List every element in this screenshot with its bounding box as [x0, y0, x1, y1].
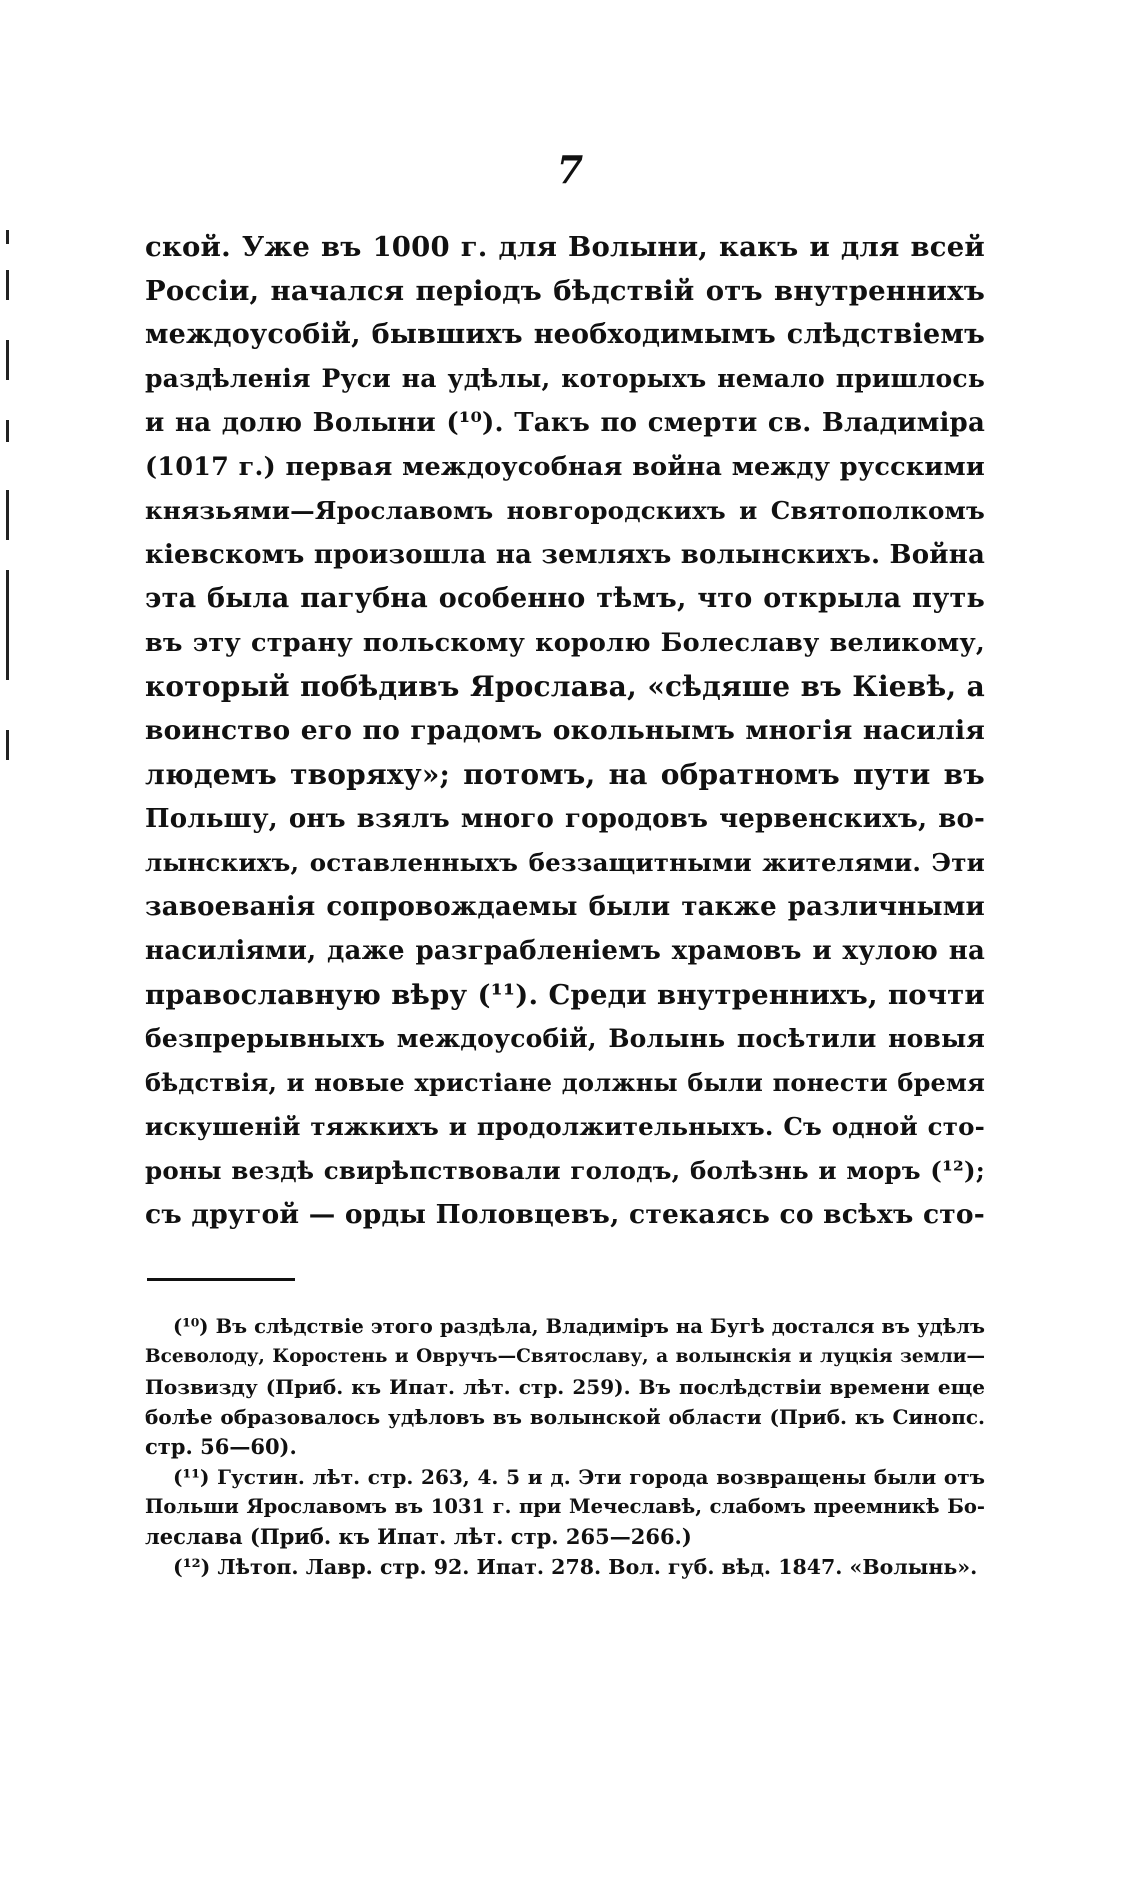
binding-edge-marks: [0, 230, 18, 790]
body-line: ской. Уже въ 1000 г. для Волыни, какъ и для всей: [145, 231, 985, 263]
body-line: и на долю Волыни (¹⁰). Такъ по смерти св. Владиміра: [145, 408, 985, 438]
footnote-11-line: Польши Ярославомъ въ 1031 г. при Мечеславѣ, слабомъ преемникѣ Бо-: [145, 1495, 985, 1518]
body-line: лынскихъ, оставленныхъ беззащитными жителями. Эти: [145, 848, 985, 877]
margin-mark: [6, 230, 9, 244]
page-number: 7: [556, 147, 584, 192]
margin-mark: [6, 490, 9, 540]
body-line: князьями—Ярославомъ новгородскихъ и Святополкомъ: [145, 496, 985, 525]
body-line: завоеванія сопровождаемы были также различными: [145, 892, 985, 922]
margin-mark: [6, 570, 9, 680]
body-line: съ другой — орды Половцевъ, стекаясь со всѣхъ сто-: [145, 1199, 985, 1230]
footnote-10-line: Позвизду (Приб. къ Ипат. лѣт. стр. 259). Въ послѣдствіи времени еще: [145, 1375, 985, 1399]
footnote-10-line: болѣе образовалось удѣловъ въ волынской области (Приб. къ Синопс.: [145, 1405, 985, 1429]
body-line: кіевскомъ произошла на земляхъ волынскихъ. Война: [145, 540, 985, 570]
margin-mark: [6, 270, 9, 300]
body-line: людемъ творяху»; потомъ, на обратномъ пути въ: [145, 758, 985, 791]
body-text: [145, 225, 985, 1237]
margin-mark: [6, 340, 9, 380]
footnote-10-line: стр. 56—60).: [145, 1434, 297, 1459]
footnote-11-line: леслава (Приб. къ Ипат. лѣт. стр. 265—266.): [145, 1524, 692, 1549]
body-line: безпрерывныхъ междоусобій, Волынь посѣтили новыя: [145, 1024, 985, 1053]
footnote-10-line: (¹⁰) Въ слѣдствіе этого раздѣла, Владиміръ на Бугѣ достался въ удѣлъ: [173, 1315, 985, 1338]
body-line: (1017 г.) первая междоусобная война между русскими: [145, 452, 985, 482]
body-line: Польшу, онъ взялъ много городовъ червенскихъ, во-: [145, 804, 985, 834]
body-line: насиліями, даже разграбленіемъ храмовъ и хулою на: [145, 936, 985, 966]
body-line: раздѣленія Руси на удѣлы, которыхъ немало пришлось: [145, 364, 985, 393]
body-line: который побѣдивъ Ярослава, «сѣдяше въ Кіевѣ, а: [145, 670, 985, 703]
footnote-separator: [147, 1278, 295, 1281]
body-line: роны вездѣ свирѣпствовали голодъ, болѣзнь и моръ (¹²);: [145, 1156, 985, 1185]
footnote-12-line: (¹²) Лѣтоп. Лавр. стр. 92. Ипат. 278. Вол. губ. вѣд. 1847. «Волынь».: [173, 1555, 978, 1579]
body-line: воинство его по градомъ окольнымъ многія насилія: [145, 715, 985, 746]
margin-mark: [6, 730, 9, 760]
body-line: Россіи, начался періодъ бѣдствій отъ внутреннихъ: [145, 275, 985, 307]
body-line: искушеній тяжкихъ и продолжительныхъ. Съ одной сто-: [145, 1112, 985, 1141]
body-line: въ эту страну польскому королю Болеславу великому,: [145, 628, 985, 658]
margin-mark: [6, 420, 9, 442]
body-line: междоусобій, бывшихъ необходимымъ слѣдствіемъ: [145, 319, 985, 350]
body-line: бѣдствія, и новые христіане должны были понести бремя: [145, 1068, 985, 1097]
footnote-10-line: Всеволоду, Коростень и Овручъ—Святославу, а волынскія и луцкія земли—: [145, 1346, 985, 1367]
footnote-11-line: (¹¹) Густин. лѣт. стр. 263, 4. 5 и д. Эти города возвращены были отъ: [173, 1465, 985, 1489]
body-line: эта была пагубна особенно тѣмъ, что открыла путь: [145, 583, 985, 614]
footnotes: [145, 1312, 985, 1582]
body-line: православную вѣру (¹¹). Среди внутреннихъ, почти: [145, 979, 985, 1011]
